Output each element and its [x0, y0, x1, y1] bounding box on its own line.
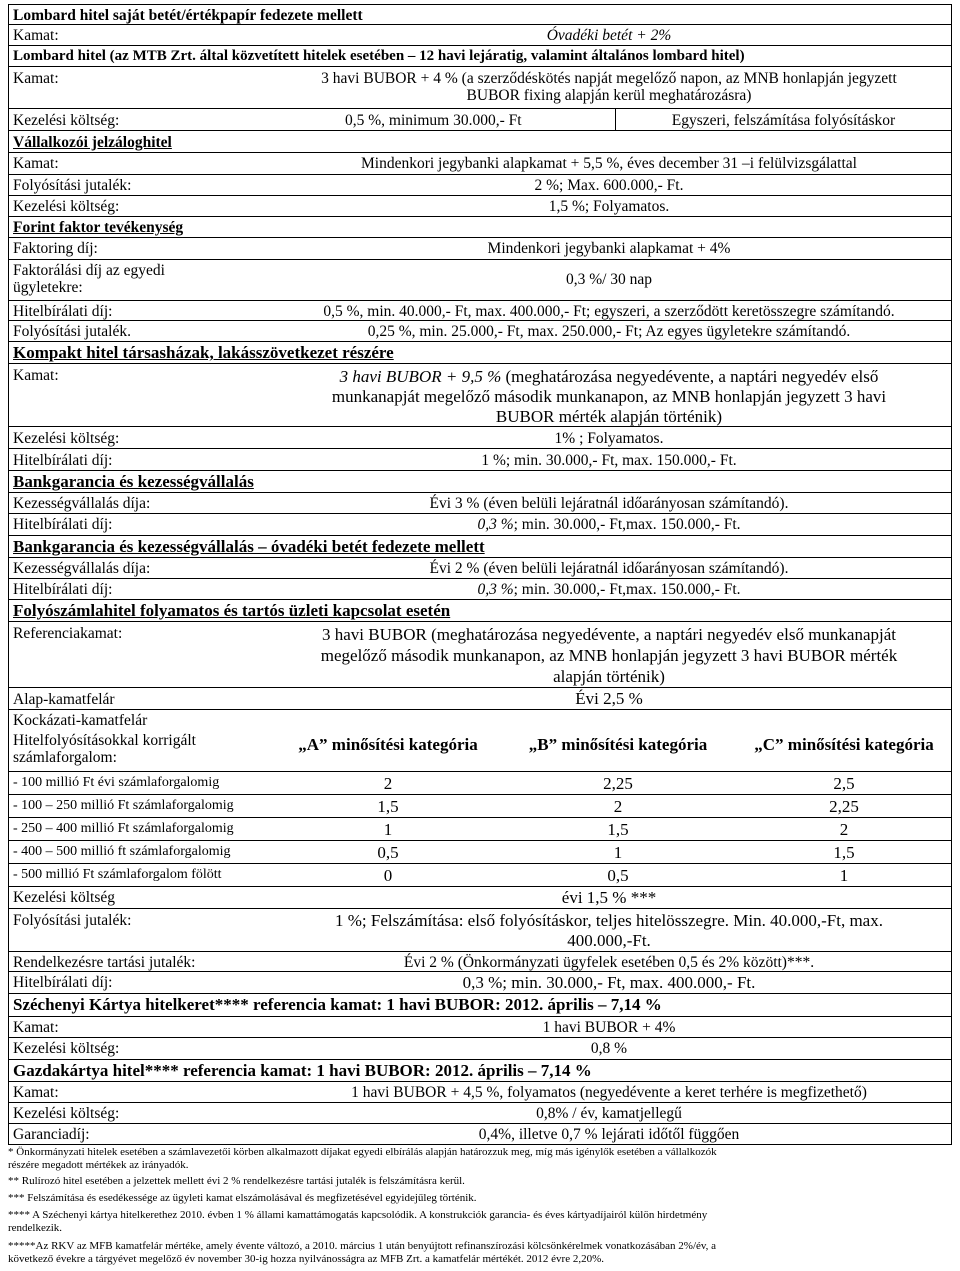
value-rest: ; min. 30.000,- Ft,max. 150.000,- Ft. [513, 581, 741, 598]
label-folyositasi: Folyósítási jutalék: [13, 912, 132, 929]
cell-c: 1,5 [833, 843, 855, 862]
footnote-line: * Önkormányzati hitelek esetében a számlavezetői körben alkalmazott díjakat egyedi elbírálás alapján határozzuk meg, míg más igénylők esetében a vállalkozók [8, 1146, 717, 1158]
label-kamat: Kamat: [13, 27, 59, 44]
row-garancia [8, 1124, 952, 1145]
row-kezelesi [8, 427, 952, 449]
value-alap: Évi 2,5 % [575, 689, 643, 708]
section-folyoszamlahitel [8, 600, 952, 622]
value-kamat: Mindenkori jegybanki alapkamat + 5,5 %, éves december 31 –i felülvizsgálattal [361, 155, 857, 172]
footnote-4 [8, 1209, 952, 1235]
cell-a: 0 [383, 866, 393, 885]
footnote-line: rendelkezik. [8, 1222, 63, 1234]
label-line: számlaforgalom: [13, 749, 117, 766]
section-title: Széchenyi Kártya hitelkeret**** referencia kamat: 1 havi BUBOR: 2012. április – 7,14 % [13, 995, 662, 1014]
value-rest: (meghatározása negyedévente, a naptári negyedév első [501, 367, 879, 386]
label-alap: Alap-kamatfelár [13, 691, 115, 708]
section-kompakt-hitel [8, 342, 952, 364]
value-folyositasi [269, 911, 949, 951]
value-line: 400.000,-Ft. [567, 931, 651, 950]
row-referenciakamat [8, 622, 952, 688]
row-kamat [8, 1017, 952, 1038]
row-hitelbiralati [8, 449, 952, 471]
value-rest: ; min. 30.000,- Ft,max. 150.000,- Ft. [513, 516, 741, 533]
section-lombard-mtb [8, 46, 952, 67]
label-kezelesi: Kezelési költség: [13, 430, 120, 447]
row-kezelesi [8, 196, 952, 217]
section-title: Lombard hitel (az MTB Zrt. által közvetített hitelek esetében – 12 havi lejáratig, valamint általános lombard hitel) [13, 48, 745, 64]
label-line: Hitelfolyósításokkal korrigált [13, 732, 196, 749]
label-folyositasi: Folyósítási jutalék: [13, 177, 132, 194]
table-row [8, 772, 952, 795]
row-label: - 100 – 250 millió Ft számlaforgalomig [13, 798, 234, 813]
value-kamat [269, 367, 949, 427]
value-line: munkanapját megelőző második munkanapon, az MNB honlapján jegyzett 3 havi [331, 387, 887, 406]
cell-a: 1,5 [377, 797, 399, 816]
row-hitelbiralati [8, 301, 952, 321]
cell-b: 2,25 [603, 774, 633, 793]
section-jelzaloghitel [8, 131, 952, 153]
value-line: BUBOR fixing alapján kerül meghatározásra) [466, 87, 752, 104]
footnote-line: részére megadott mértékek az irányadók. [8, 1159, 189, 1171]
value-line: megelőző második munkanapon, az MNB honlapján jegyzett 3 havi BUBOR mérték [320, 646, 898, 665]
section-title: Forint faktor tevékenység [13, 219, 184, 236]
value-kezelesi: 1% ; Folyamatos. [554, 430, 664, 447]
value-faktoring: Mindenkori jegybanki alapkamat + 4% [487, 240, 731, 257]
cell-a: 2 [383, 774, 393, 793]
label-kezelesi: Kezelési költség: [13, 198, 120, 215]
row-faktoring [8, 238, 952, 260]
label-kamat: Kamat: [13, 1084, 59, 1101]
row-label: - 250 – 400 millió Ft számlaforgalomig [13, 821, 234, 836]
section-title: Kompakt hitel társasházak, lakásszövetkezet részére [13, 343, 394, 362]
row-egyedi [8, 260, 952, 301]
label-kezesseg: Kezességvállalás díja: [13, 495, 151, 512]
value-hitelbiralati: 0,5 %, min. 40.000,- Ft, max. 400.000,- Ft; egyszeri, a szerződött keretösszegre számítandó. [323, 303, 895, 320]
cell-b: 0,5 [607, 866, 629, 885]
category-b-header: „B” minősítési kategória [528, 735, 708, 754]
value-referenciakamat [269, 624, 949, 687]
footnote-line: *****Az RKV az MFB kamatfelár mértéke, amely évente változó, a 2010. március 1 után benyújtott refinanszírozási kölcsönkérelmek vonatkozásában 2%/év, a [8, 1240, 717, 1252]
section-gazdakartya [8, 1060, 952, 1082]
value-rendelkezes: Évi 2 % (Önkormányzati ügyfelek esetében 0,5 és 2% között)***. [403, 954, 815, 971]
cell-c: 2 [839, 820, 849, 839]
footnote-3: *** Felszámítása és esedékessége az ügyleti kamat elszámolásával és megfizetésével egyidejűleg történik. [8, 1192, 477, 1204]
label-kezesseg: Kezességvállalás díja: [13, 560, 151, 577]
value-kezelesi-note: Egyszeri, felszámítása folyósításkor [671, 112, 896, 129]
footnote-5 [8, 1240, 952, 1266]
value-folyositasi: 0,25 %, min. 25.000,- Ft, max. 250.000,- Ft; Az egyes ügyletekre számítandó. [367, 323, 851, 340]
label-faktoring: Faktoring díj: [13, 240, 98, 257]
label-line: ügyletekre: [13, 279, 83, 296]
label-kezelesi: Kezelési költség [13, 889, 116, 906]
row-kamat [8, 25, 952, 46]
section-title: Bankgarancia és kezességvállalás – óvadéki betét fedezete mellett [13, 537, 485, 556]
value-line: BUBOR mérték alapján történik) [495, 407, 723, 426]
cell-b: 1 [613, 843, 623, 862]
label-kezelesi: Kezelési költség: [13, 1105, 120, 1122]
row-kezelesi [8, 109, 952, 131]
row-folyositasi [8, 909, 952, 952]
row-kamat [8, 67, 952, 109]
row-kezesseg [8, 558, 952, 579]
row-kezelesi [8, 1038, 952, 1060]
label-hitelbiralati: Hitelbírálati díj: [13, 516, 113, 533]
value-garancia: 0,4%, illetve 0,7 % lejárati időtől függően [478, 1126, 740, 1143]
row-label: - 500 millió Ft számlaforgalom fölött [13, 867, 222, 882]
label-hitelbiralati: Hitelbírálati díj: [13, 974, 113, 991]
row-kezelesi [8, 1103, 952, 1124]
label-garancia: Garanciadíj: [13, 1126, 90, 1143]
row-label: - 100 millió Ft évi számlaforgalomig [13, 775, 220, 790]
value-line: 3 havi BUBOR + 4 % (a szerződéskötés napját megelőző napon, az MNB honlapján jegyzett [321, 70, 897, 87]
value-kamat [269, 70, 949, 104]
value-italic: 3 havi BUBOR + 9,5 % [339, 367, 502, 386]
label-egyedi [13, 262, 165, 296]
section-bankgarancia [8, 471, 952, 493]
label-kezelesi: Kezelési költség: [13, 112, 120, 129]
category-a-header: „A” minősítési kategória [298, 735, 478, 754]
category-c-header: „C” minősítési kategória [754, 735, 934, 754]
row-folyositasi [8, 175, 952, 196]
section-title: Vállalkozói jelzáloghitel [13, 134, 172, 151]
value-kezesseg: Évi 3 % (éven belüli lejáratnál időarányosan számítandó). [429, 495, 789, 512]
row-hitelbiralati [8, 579, 952, 600]
section-title: Gazdakártya hitel**** referencia kamat: 1 havi BUBOR: 2012. április – 7,14 % [13, 1061, 592, 1080]
section-title: Bankgarancia és kezességvállalás [13, 472, 254, 491]
table-row [8, 841, 952, 864]
label-kamat: Kamat: [13, 70, 59, 87]
value-kezelesi: 0,8 % [590, 1040, 628, 1057]
value-line [269, 367, 949, 387]
cell-a: 1 [383, 820, 393, 839]
footnote-line: **** A Széchenyi kártya hitelkerethez 2010. évben 1 % állami kamattámogatás kapcsolódik. A konstrukciók garancia- és éves kártyadíjairól külön hirdetmény [8, 1209, 708, 1221]
row-kamat [8, 1082, 952, 1103]
cell-c: 1 [839, 866, 849, 885]
value-line: 1 %; Felszámítása: első folyósításkor, teljes hitelösszegre. Min. 40.000,-Ft, max. [335, 911, 883, 930]
label-kamat: Kamat: [13, 155, 59, 172]
row-kamat [8, 364, 952, 427]
label-kezelesi: Kezelési költség: [13, 1040, 120, 1057]
section-lombard-own-deposit [8, 4, 952, 25]
value-hitelbiralati [269, 516, 949, 533]
value-kamat: 1 havi BUBOR + 4% [542, 1019, 676, 1036]
row-rendelkezes [8, 952, 952, 972]
cell-c: 2,25 [829, 797, 859, 816]
label-kamat: Kamat: [13, 1019, 59, 1036]
label-hitelbiralati: Hitelbírálati díj: [13, 452, 113, 469]
value-italic: 0,3 % [477, 516, 514, 533]
footnote-1 [8, 1146, 952, 1172]
row-label: - 400 – 500 millió ft számlaforgalomig [13, 844, 231, 859]
label-rendelkezes: Rendelkezésre tartási jutalék: [13, 954, 196, 971]
label-kamat: Kamat: [13, 367, 59, 384]
value-italic: 0,3 % [477, 581, 514, 598]
value-kezelesi: 0,8% / év, kamatjellegű [536, 1105, 682, 1122]
table-row [8, 818, 952, 841]
label-korrigalt [13, 732, 196, 766]
value-line: 3 havi BUBOR (meghatározása negyedévente, a naptári negyedév első munkanapját [321, 625, 896, 644]
value-hitelbiralati [269, 581, 949, 598]
value-line: alapján történik) [553, 667, 665, 686]
value-kezesseg: Évi 2 % (éven belüli lejáratnál időarányosan számítandó). [429, 560, 789, 577]
value-kezelesi: 1,5 %; Folyamatos. [548, 198, 670, 215]
cell-c: 2,5 [833, 774, 855, 793]
section-bankgarancia-ovadek [8, 536, 952, 558]
value-kezelesi: évi 1,5 % *** [561, 888, 657, 907]
cell-a: 0,5 [377, 843, 399, 862]
label-kockazati: Kockázati-kamatfelár [13, 712, 148, 729]
label-hitelbiralati: Hitelbírálati díj: [13, 581, 113, 598]
label-hitelbiralati: Hitelbírálati díj: [13, 303, 113, 320]
value-kamat: 1 havi BUBOR + 4,5 %, folyamatos (negyedévente a keret terhére is megfizethető) [351, 1084, 867, 1101]
value-folyositasi: 2 %; Max. 600.000,- Ft. [534, 177, 684, 194]
table-row [8, 795, 952, 818]
label-folyositasi: Folyósítási jutalék. [13, 323, 131, 340]
footnote-line: következő évekre a tárgyévet megelőző év november 30-ig hozza nyilvánosságra az MFB Zrt. a kamatfelár mértékét. 2012 évre 2,20%. [8, 1253, 605, 1265]
cell-b: 2 [613, 797, 623, 816]
section-szechenyi-kartya [8, 994, 952, 1017]
row-kezesseg [8, 493, 952, 514]
cell-b: 1,5 [607, 820, 629, 839]
section-title: Folyószámlahitel folyamatos és tartós üzleti kapcsolat esetén [13, 601, 451, 620]
row-folyositasi [8, 321, 952, 342]
row-kezelesi [8, 887, 952, 909]
value-kezelesi: 0,5 %, minimum 30.000,- Ft [345, 112, 522, 129]
row-hitelbiralati [8, 514, 952, 536]
section-forint-faktor [8, 217, 952, 238]
value-hitelbiralati: 0,3 %; min. 30.000,- Ft, max. 400.000,- Ft. [462, 973, 756, 992]
value-hitelbiralati: 1 %; min. 30.000,- Ft, max. 150.000,- Ft. [481, 452, 737, 469]
value-egyedi: 0,3 %/ 30 nap [565, 271, 653, 288]
row-kamat [8, 153, 952, 175]
row-hitelbiralati [8, 972, 952, 994]
row-category-header [8, 730, 952, 772]
row-kockazati [8, 710, 952, 730]
table-row [8, 864, 952, 887]
value-kamat: Óvadéki betét + 2% [546, 27, 672, 44]
footnote-2: ** Rulírozó hitel esetében a jelzettek mellett évi 2 % rendelkezésre tartási jutalék is felszámításra kerül. [8, 1175, 465, 1187]
label-referenciakamat: Referenciakamat: [13, 625, 123, 642]
section-title: Lombard hitel saját betét/értékpapír fedezete mellett [13, 7, 363, 24]
row-alap-kamatfelar [8, 688, 952, 710]
label-line: Faktorálási díj az egyedi [13, 262, 165, 279]
